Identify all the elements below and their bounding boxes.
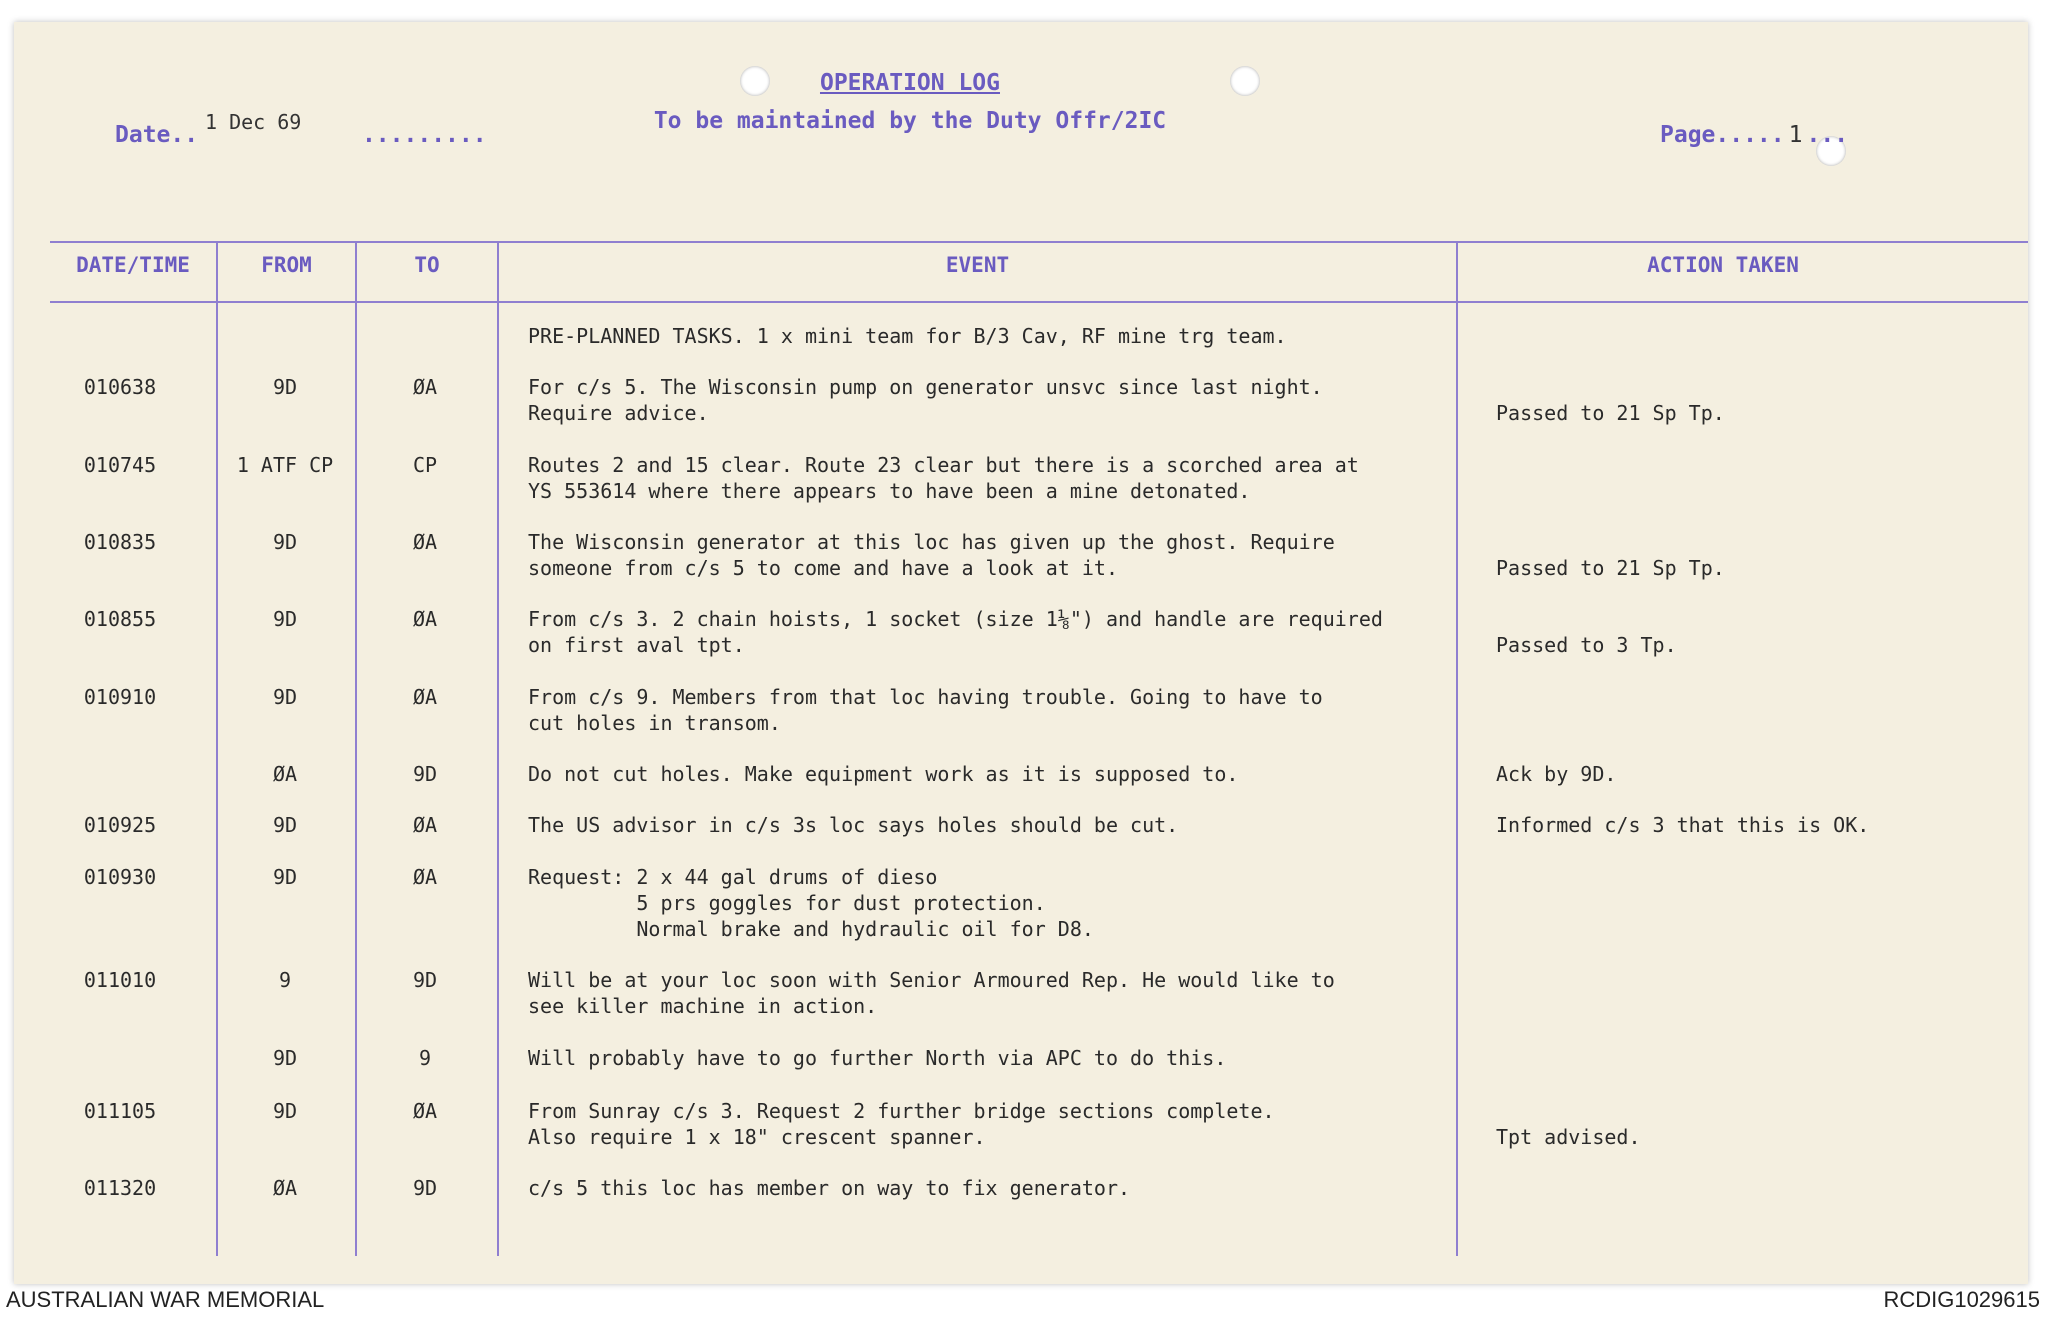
- from-cell: 9D: [272, 375, 298, 399]
- datetime-cell: 010925: [83, 813, 157, 837]
- column-header-from: FROM: [261, 253, 312, 277]
- event-cell: From c/s 9. Members from that loc having trouble. Going to have to cut holes in transom.: [528, 685, 1323, 735]
- from-cell: 9D: [272, 530, 298, 554]
- to-cell: ØA: [412, 813, 438, 837]
- to-cell: 9: [418, 1046, 432, 1070]
- from-cell: 9D: [272, 685, 298, 709]
- to-cell: ØA: [412, 375, 438, 399]
- to-cell: ØA: [412, 530, 438, 554]
- to-cell: ØA: [412, 685, 438, 709]
- action-cell: Informed c/s 3 that this is OK.: [1496, 813, 1870, 837]
- event-cell: For c/s 5. The Wisconsin pump on generator unsvc since last night. Require advice.: [528, 375, 1323, 425]
- event-cell: Request: 2 x 44 gal drums of dieso 5 prs goggles for dust protection. Normal brake and hydraulic oil for D8.: [528, 865, 1094, 941]
- to-cell: ØA: [412, 865, 438, 889]
- event-cell: Will be at your loc soon with Senior Armoured Rep. He would like to see killer machine in action.: [528, 968, 1335, 1018]
- event-cell: PRE-PLANNED TASKS. 1 x mini team for B/3 Cav, RF mine trg team.: [528, 324, 1287, 348]
- date-field: Date.. 1 Dec 69 .........: [115, 110, 487, 148]
- event-cell: Will probably have to go further North via APC to do this.: [528, 1046, 1227, 1070]
- from-cell: 9D: [272, 1099, 298, 1123]
- datetime-cell: 010855: [83, 607, 157, 631]
- archive-reference: RCDIG1029615: [1883, 1287, 2040, 1312]
- event-cell: Do not cut holes. Make equipment work as it is supposed to.: [528, 762, 1239, 786]
- to-cell: 9D: [412, 1176, 438, 1200]
- datetime-cell: 010910: [83, 685, 157, 709]
- column-header-action: ACTION TAKEN: [1647, 253, 1799, 277]
- to-cell: CP: [412, 453, 438, 477]
- to-cell: ØA: [412, 607, 438, 631]
- column-header-to: TO: [414, 253, 440, 277]
- archive-credit: AUSTRALIAN WAR MEMORIAL: [6, 1287, 325, 1312]
- event-cell: From Sunray c/s 3. Request 2 further bridge sections complete. Also require 1 x 18" crescent spanner.: [528, 1099, 1275, 1149]
- from-cell: ØA: [272, 1176, 298, 1200]
- datetime-cell: 010930: [83, 865, 157, 889]
- date-value: 1 Dec 69: [205, 110, 302, 134]
- event-cell: c/s 5 this loc has member on way to fix generator.: [528, 1176, 1131, 1200]
- action-cell: Ack by 9D.: [1496, 762, 1617, 786]
- datetime-cell: 010638: [83, 375, 157, 399]
- column-header-datetime: DATE/TIME: [76, 253, 190, 277]
- column-divider: [1456, 241, 1458, 1256]
- column-header-event: EVENT: [945, 253, 1010, 277]
- punch-hole-right: [1230, 66, 1260, 96]
- table-header-rule: [50, 301, 2028, 303]
- event-cell: The Wisconsin generator at this loc has given up the ghost. Require someone from c/s 5 to come and have a look at it.: [528, 530, 1335, 580]
- to-cell: 9D: [412, 762, 438, 786]
- from-cell: 9D: [272, 1046, 298, 1070]
- page-field: Page..... 1 ...: [1660, 122, 1849, 148]
- event-cell: The US advisor in c/s 3s loc says holes should be cut.: [528, 813, 1179, 837]
- to-cell: 9D: [412, 968, 438, 992]
- date-label: Date: [115, 122, 171, 148]
- action-cell: Tpt advised.: [1496, 1125, 1641, 1149]
- column-divider: [497, 241, 499, 1256]
- datetime-cell: 010745: [83, 453, 157, 477]
- action-cell: Passed to 21 Sp Tp.: [1496, 401, 1725, 425]
- column-divider: [355, 241, 357, 1256]
- datetime-cell: 010835: [83, 530, 157, 554]
- event-cell: From c/s 3. 2 chain hoists, 1 socket (size 1⅛") and handle are required on first aval tpt.: [528, 607, 1383, 657]
- action-cell: Passed to 3 Tp.: [1496, 633, 1677, 657]
- datetime-cell: 011320: [83, 1176, 157, 1200]
- action-cell: Passed to 21 Sp Tp.: [1496, 556, 1725, 580]
- from-cell: 9D: [272, 813, 298, 837]
- to-cell: ØA: [412, 1099, 438, 1123]
- datetime-cell: 011010: [83, 968, 157, 992]
- from-cell: 9D: [272, 607, 298, 631]
- page-subtitle: To be maintained by the Duty Offr/2IC: [653, 108, 1167, 134]
- from-cell: 9: [278, 968, 292, 992]
- page-value: 1: [1788, 122, 1803, 148]
- table-top-rule: [50, 241, 2028, 243]
- from-cell: 1 ATF CP: [236, 453, 334, 477]
- event-cell: Routes 2 and 15 clear. Route 23 clear but there is a scorched area at YS 553614 where there appears to have been a mine detonated.: [528, 453, 1359, 503]
- page-title: OPERATION LOG: [819, 70, 1000, 96]
- punch-hole-left: [740, 66, 770, 96]
- from-cell: ØA: [272, 762, 298, 786]
- from-cell: 9D: [272, 865, 298, 889]
- column-divider: [216, 241, 218, 1256]
- datetime-cell: 011105: [83, 1099, 157, 1123]
- page-label: Page: [1660, 122, 1716, 148]
